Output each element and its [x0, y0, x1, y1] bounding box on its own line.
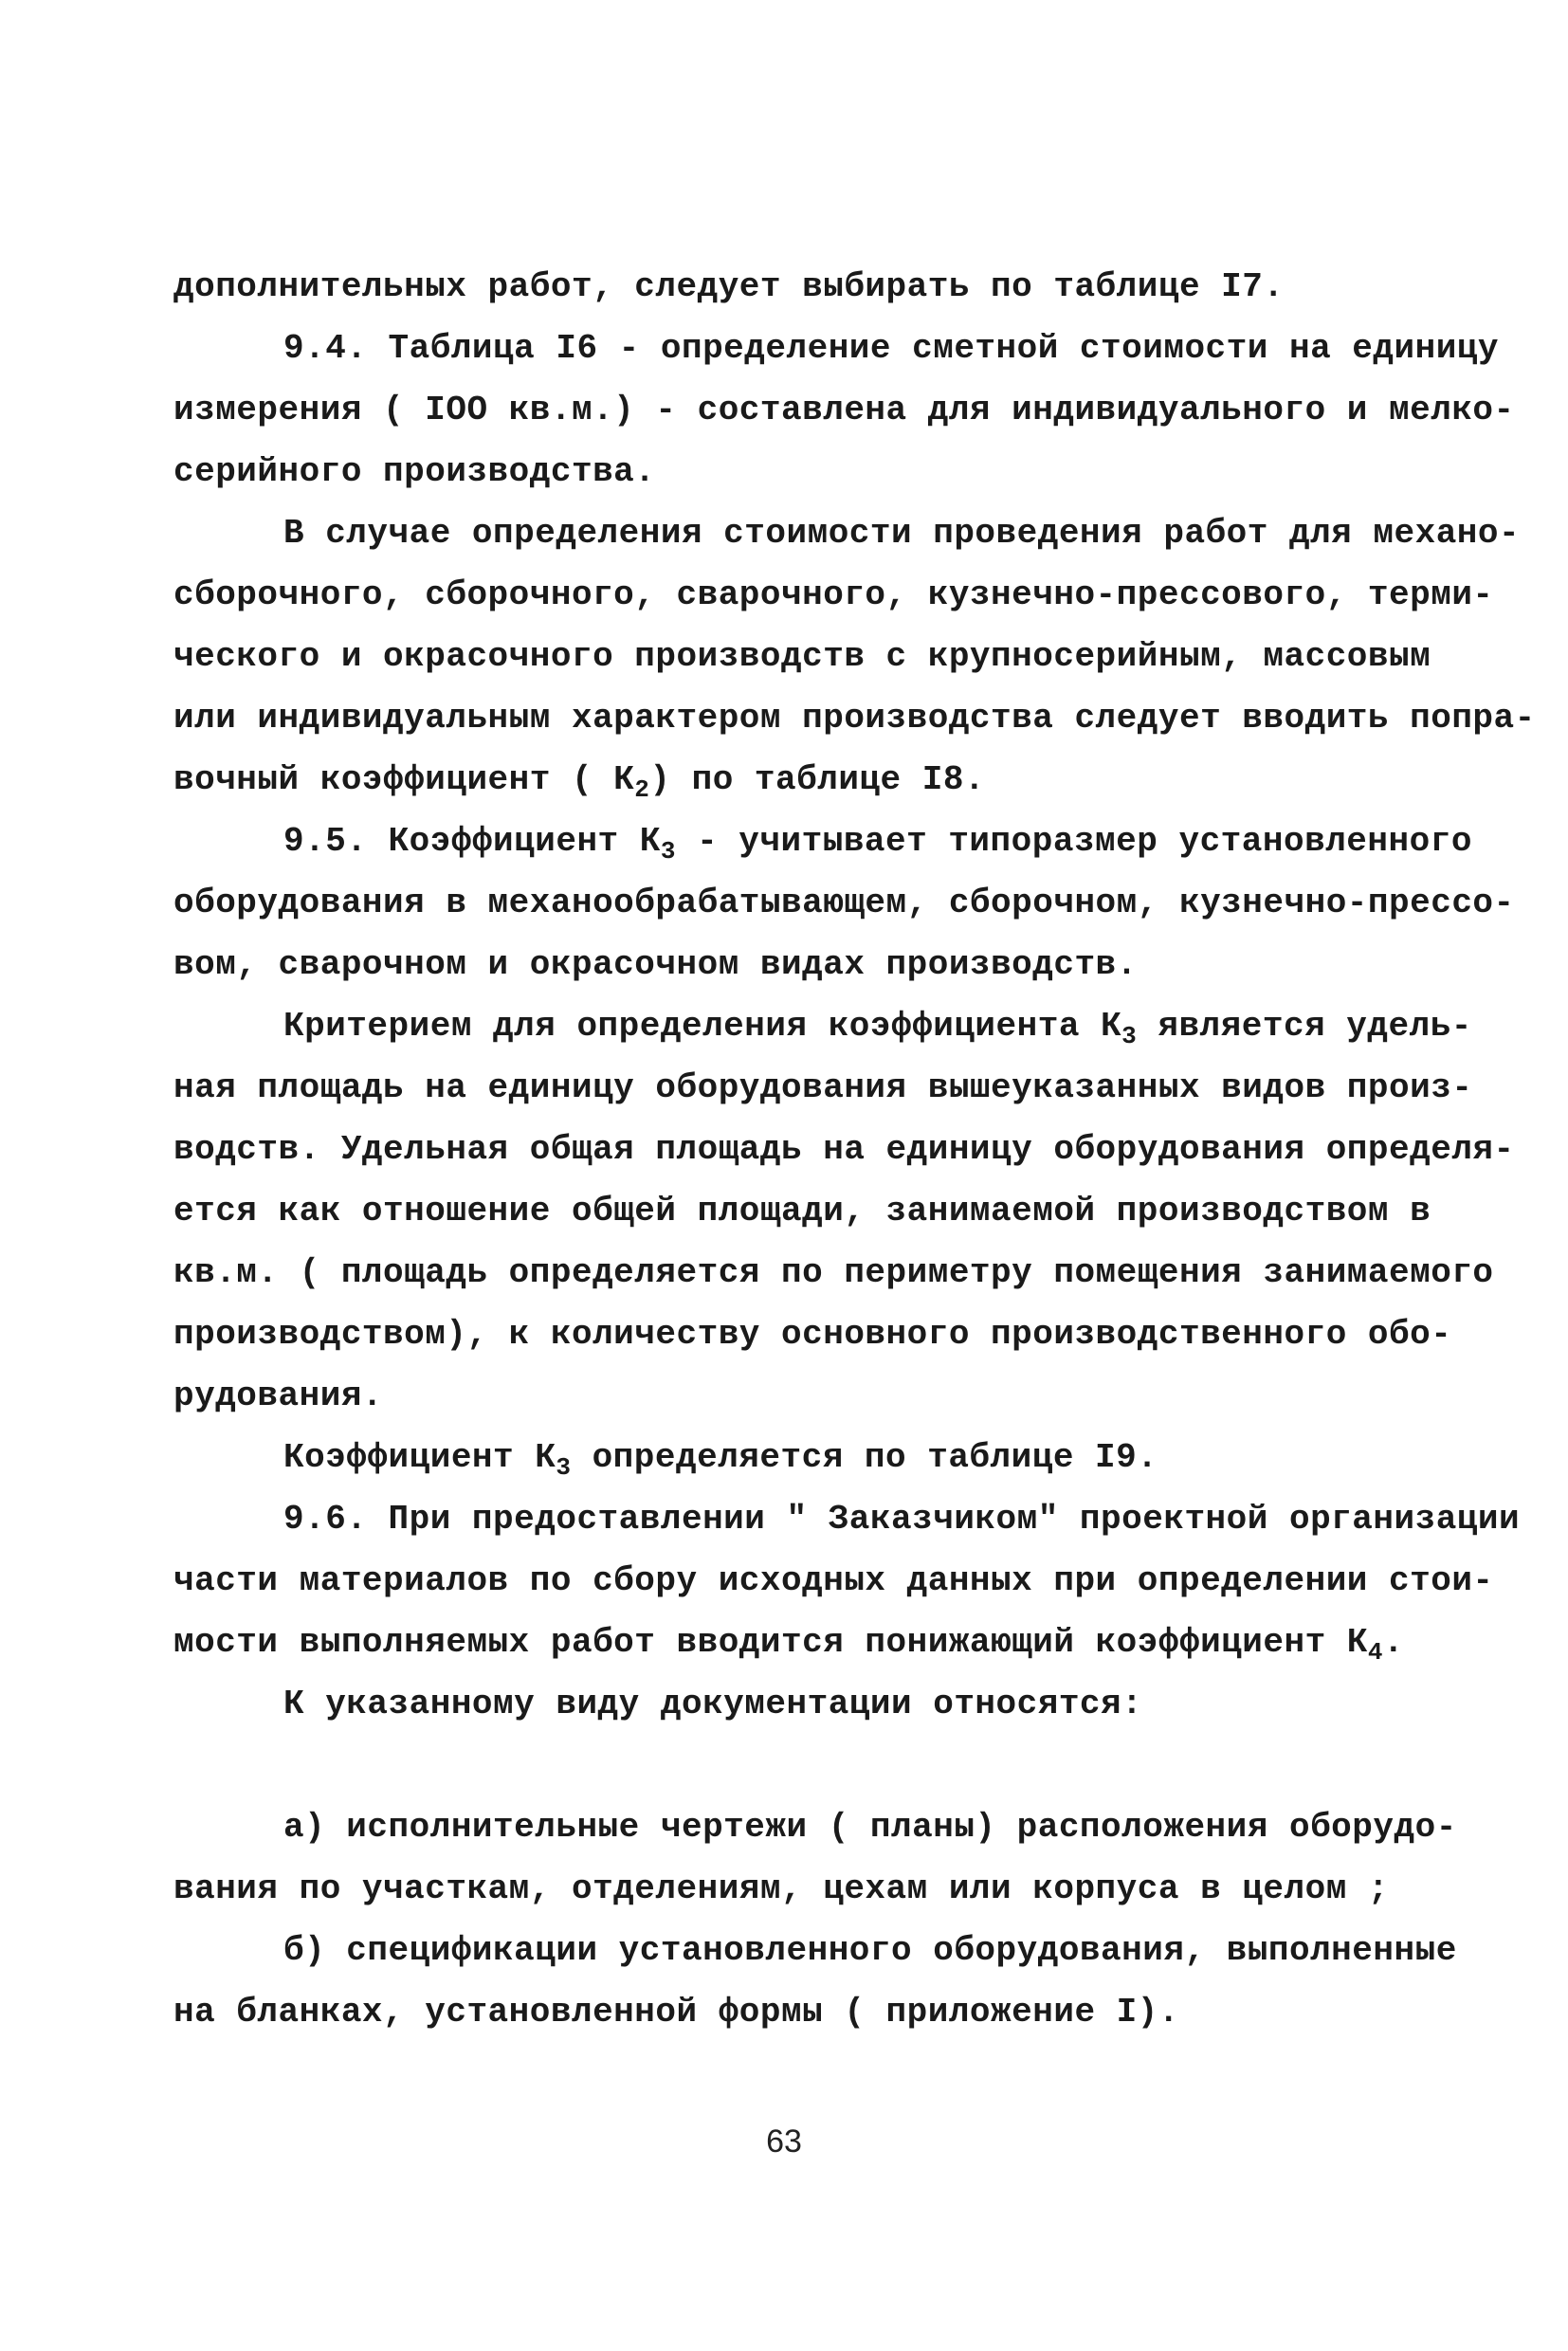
list-item-continuation: вания по участкам, отделениям, цехам или корпуса в целом ;: [173, 1869, 1390, 1908]
subscript: 2: [634, 775, 650, 804]
text-line: 9.6. При предоставлении " Заказчиком" проектной организации: [283, 1500, 1521, 1539]
subscript: 3: [1121, 1022, 1138, 1050]
text-line: или индивидуальным характером производства следует вводить попра-: [173, 699, 1536, 738]
text-segment: вочный коэффициент ( К: [173, 760, 635, 799]
text-line: оборудования в механообрабатывающем, сборочном, кузнечно-прессо-: [173, 884, 1515, 922]
text-line: [173, 811, 1472, 872]
subscript: 3: [660, 837, 676, 866]
text-line: [173, 749, 1425, 811]
list-item: б) спецификации установленного оборудования, выполненные: [283, 1931, 1457, 1970]
body-text: [173, 256, 1536, 2043]
text-line: сборочного, сборочного, сварочного, кузнечно-прессового, терми-: [173, 575, 1494, 614]
text-line: ется как отношение общей площади, занимаемой производством в: [173, 1192, 1431, 1230]
text-line: [173, 1427, 1425, 1488]
text-segment: определяется по таблице I9.: [571, 1438, 1158, 1477]
text-segment: мости выполняемых работ вводится понижающий коэффициент К: [173, 1623, 1368, 1662]
list-item-continuation: на бланках, установленной формы ( приложение I).: [173, 1993, 1179, 2032]
list-item: а) исполнительные чертежи ( планы) расположения оборудо-: [283, 1808, 1457, 1847]
text-line: дополнительных работ, следует выбирать по таблице I7.: [173, 267, 1285, 306]
text-segment: ) по таблице I8.: [649, 760, 986, 799]
text-line: водств. Удельная общая площадь на единицу оборудования определя-: [173, 1130, 1515, 1169]
text-segment: 9.5. Коэффициент К: [283, 822, 661, 861]
subscript: 4: [1367, 1638, 1384, 1667]
blank-line: [173, 1735, 1425, 1796]
text-segment: - учитывает типоразмер установленного: [675, 822, 1472, 861]
text-line: ная площадь на единицу оборудования вышеуказанных видов произ-: [173, 1068, 1473, 1107]
text-line: ческого и окрасочного производств с крупносерийным, массовым: [173, 637, 1431, 676]
text-line: кв.м. ( площадь определяется по периметру помещения занимаемого: [173, 1253, 1494, 1292]
text-line: [173, 1612, 1425, 1673]
text-line: 9.4. Таблица I6 - определение сметной стоимости на единицу: [283, 329, 1500, 368]
text-line: рудования.: [173, 1376, 384, 1415]
text-line: производством), к количеству основного производственного обо-: [173, 1315, 1452, 1354]
text-segment: .: [1383, 1623, 1405, 1662]
text-line: измерения ( IOO кв.м.) - составлена для индивидуального и мелко-: [173, 391, 1515, 429]
text-segment: является удель-: [1137, 1007, 1472, 1046]
text-segment: Критерием для определения коэффициента К: [283, 1007, 1122, 1046]
text-line: [173, 995, 1472, 1057]
subscript: 3: [556, 1453, 572, 1482]
text-line: В случае определения стоимости проведения работ для механо-: [283, 514, 1521, 553]
page-number: 63: [766, 2123, 802, 2160]
text-line: вом, сварочном и окрасочном видах производств.: [173, 945, 1138, 984]
text-segment: Коэффициент К: [283, 1438, 556, 1477]
text-line: К указанному виду документации относятся:: [283, 1685, 1143, 1723]
text-line: части материалов по сбору исходных данных при определении стои-: [173, 1561, 1494, 1600]
text-line: серийного производства.: [173, 452, 656, 491]
